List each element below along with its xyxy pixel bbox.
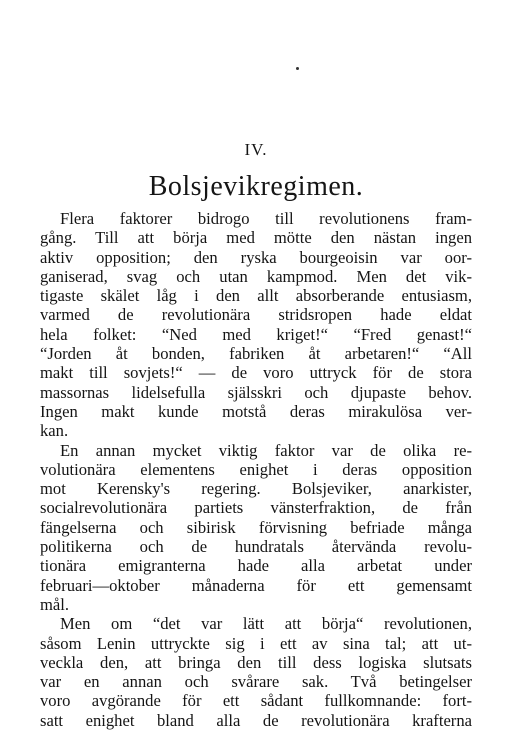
- text-line: tionära emigranterna hade alla arbetat under: [40, 556, 472, 576]
- chapter-number: IV.: [244, 140, 268, 159]
- text-line: aktiv opposition; den ryska bourgeoisin var oor-: [40, 247, 472, 267]
- text-line: ganiserad, svag och utan kampmod. Men det vik-: [40, 266, 472, 286]
- text-line: Flera faktorer bidrogo till revolutionens fram-: [60, 209, 472, 228]
- text-line: Ingen makt kunde motstå deras mirakulösa ver-: [40, 401, 472, 421]
- text-line: mot Kerensky's regering. Bolsjeviker, anarkister,: [40, 479, 472, 499]
- text-line: hela folket: “Ned med kriget!“ “Fred genast!“: [40, 324, 472, 344]
- body-text: [40, 209, 472, 730]
- chapter-title: Bolsjevikregimen.: [148, 171, 364, 202]
- text-line: veckla den, att bringa den till dess logiska slutsats: [40, 652, 472, 672]
- text-line: såsom Lenin uttryckte sig i ett av sina tal; att ut-: [40, 633, 472, 653]
- text-line: varmed de revolutionära stridsropen hade eldat: [40, 305, 472, 325]
- text-line: tigaste skälet låg i den allt absorberande entusiasm,: [40, 286, 472, 306]
- text-line: kan.: [40, 421, 69, 441]
- text-line: voro avgörande för ett sådant fullkomnande: fort-: [40, 691, 472, 711]
- text-line: politikerna och de hundratals återvända revolu-: [40, 537, 472, 557]
- text-line: socialrevolutionära partiets vänsterfraktion, de från: [40, 498, 472, 518]
- text-line: februari—oktober månaderna för ett gemensamt: [40, 575, 472, 595]
- text-line: En annan mycket viktig faktor var de olika re-: [60, 440, 472, 460]
- text-line: massornas lidelsefulla själsskri och djupaste behov.: [40, 382, 472, 402]
- print-speck: [296, 67, 299, 70]
- text-line: mål.: [40, 594, 70, 614]
- text-line: Men om “det var lätt att börja“ revolutionen,: [60, 614, 472, 634]
- text-line: gång. Till att börja med mötte den nästan ingen: [40, 228, 472, 248]
- text-line: “Jorden åt bonden, fabriken åt arbetaren!“ “All: [40, 344, 472, 364]
- text-line: volutionära elementens enighet i deras opposition: [40, 459, 472, 479]
- text-line: fängelserna och sibirisk förvisning befriade många: [40, 517, 472, 537]
- text-line: makt till sovjets!“ — de voro uttryck för de stora: [40, 363, 472, 383]
- text-line: satt enighet bland alla de revolutionära krafterna: [40, 710, 472, 730]
- text-line: var en annan och svårare sak. Två betingelser: [40, 672, 472, 692]
